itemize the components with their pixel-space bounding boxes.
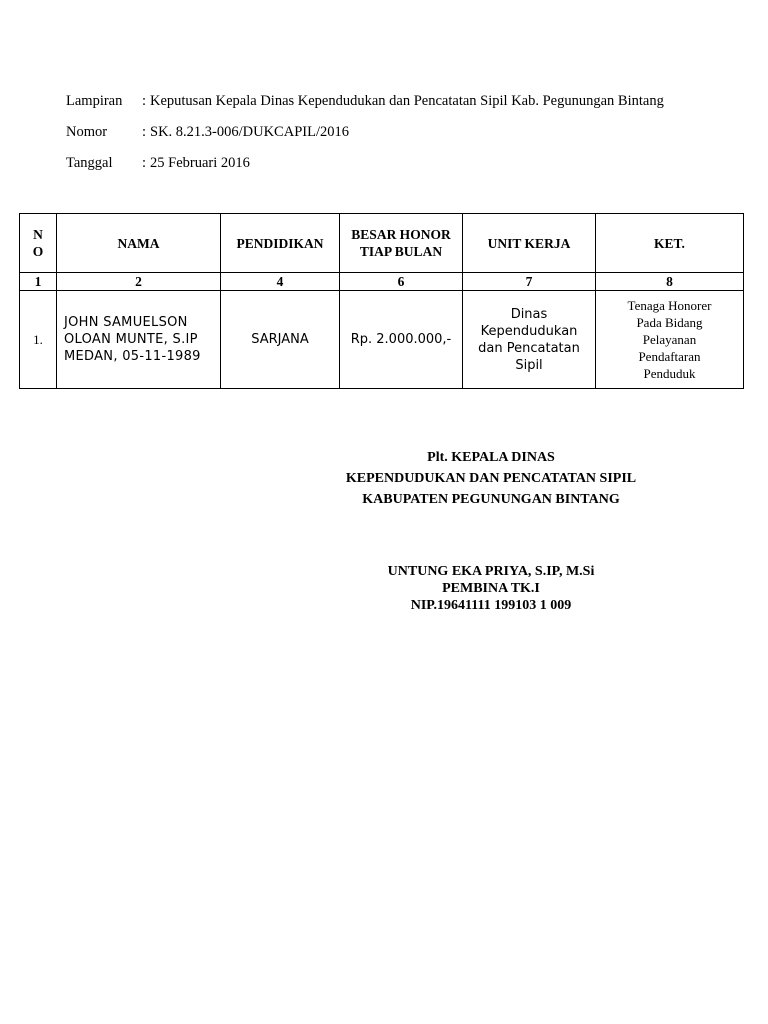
ket-line: Penduduk <box>643 366 696 381</box>
nomor-line <box>66 117 664 148</box>
column-number-row <box>20 273 744 291</box>
row-nama <box>57 291 221 389</box>
column-number: 8 <box>596 273 744 291</box>
unit-kerja-line: Kependudukan <box>480 323 578 339</box>
honorer-table <box>19 213 744 389</box>
ket-line: Pelayanan <box>642 332 697 347</box>
header-no <box>20 214 57 273</box>
header-unit-kerja: UNIT KERJA <box>463 214 596 273</box>
lampiran-value: Keputusan Kepala Dinas Kependudukan dan Pencatatan Sipil Kab. Pegunungan Bintang <box>150 93 664 109</box>
signature-name-block <box>320 563 662 614</box>
nomor-colon: : <box>142 124 147 140</box>
unit-kerja-line: Sipil <box>515 357 543 373</box>
row-pendidikan: SARJANA <box>221 291 340 389</box>
unit-kerja-line: dan Pencatatan <box>478 340 580 356</box>
column-number: 4 <box>221 273 340 291</box>
row-ket <box>596 291 744 389</box>
tanggal-label: Tanggal <box>66 155 113 171</box>
header-honor <box>340 214 463 273</box>
tanggal-line <box>66 148 664 179</box>
nomor-label: Nomor <box>66 124 108 140</box>
row-unit-kerja <box>463 291 596 389</box>
document-header <box>66 86 664 179</box>
column-number: 2 <box>57 273 221 291</box>
signatory-nip: NIP.19641111 199103 1 009 <box>410 598 572 613</box>
header-no-line2: O <box>32 244 44 259</box>
header-honor-line2: TIAP BULAN <box>359 244 443 259</box>
tanggal-colon: : <box>142 155 147 171</box>
header-pendidikan: PENDIDIKAN <box>221 214 340 273</box>
column-number: 1 <box>20 273 57 291</box>
header-ket: KET. <box>596 214 744 273</box>
header-no-line1: N <box>33 227 43 242</box>
column-number: 7 <box>463 273 596 291</box>
header-nama: NAMA <box>57 214 221 273</box>
column-number: 6 <box>340 273 463 291</box>
lampiran-line <box>66 86 664 117</box>
signatory-rank: PEMBINA TK.I <box>442 581 540 596</box>
row-nama-line3: MEDAN, 05-11-1989 <box>64 349 201 364</box>
tanggal-value: 25 Februari 2016 <box>150 155 250 171</box>
row-no: 1. <box>20 291 57 389</box>
table-row <box>20 291 744 389</box>
ket-line: Tenaga Honorer <box>627 298 712 313</box>
signature-title-line2: KEPENDUDUKAN DAN PENCATATAN SIPIL <box>345 471 637 486</box>
ket-line: Pendaftaran <box>638 349 701 364</box>
signature-title-line3: KABUPATEN PEGUNUNGAN BINTANG <box>362 492 620 507</box>
signatory-name: UNTUNG EKA PRIYA, S.IP, M.Si <box>387 564 595 579</box>
row-nama-line1: JOHN SAMUELSON <box>64 315 188 330</box>
table-header-row <box>20 214 744 273</box>
lampiran-colon: : <box>142 93 147 109</box>
row-honor: Rp. 2.000.000,- <box>340 291 463 389</box>
lampiran-label: Lampiran <box>66 93 123 109</box>
signature-title-block <box>320 447 662 510</box>
nomor-value: SK. 8.21.3-006/DUKCAPIL/2016 <box>150 124 349 140</box>
unit-kerja-line: Dinas <box>510 306 548 322</box>
row-nama-line2: OLOAN MUNTE, S.IP <box>64 332 198 347</box>
ket-line: Pada Bidang <box>636 315 703 330</box>
signature-title-line1: Plt. KEPALA DINAS <box>427 450 555 465</box>
header-honor-line1: BESAR HONOR <box>351 227 451 242</box>
